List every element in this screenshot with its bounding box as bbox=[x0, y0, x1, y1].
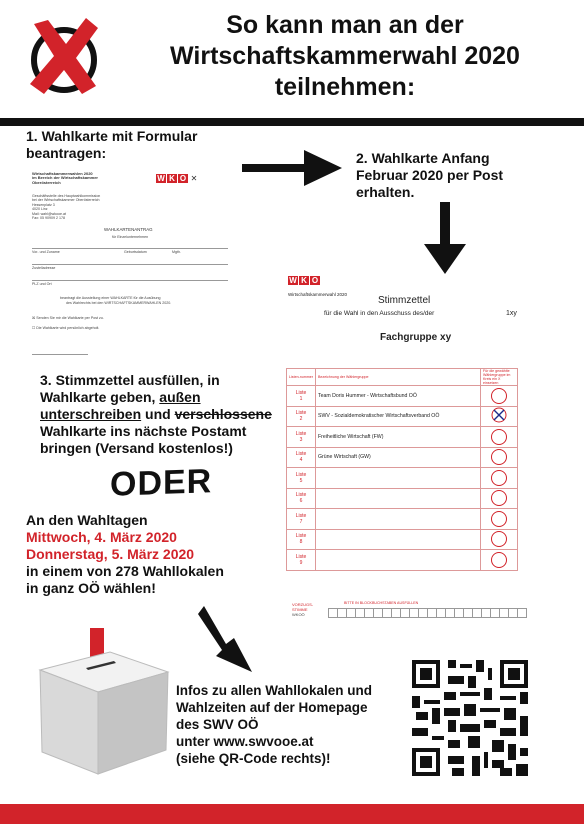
oder-heading: ODER bbox=[110, 462, 213, 504]
ballot-vote-cell[interactable] bbox=[481, 529, 518, 550]
wko-letter: K bbox=[299, 276, 309, 285]
election-days-line: in einem von 278 Wahllokalen bbox=[26, 563, 224, 579]
vorzug-box[interactable] bbox=[356, 608, 365, 618]
vorzug-text: VORZUGS-STIMME bbox=[292, 602, 314, 612]
ballot-row bbox=[287, 509, 518, 530]
ballot-list-number bbox=[287, 468, 316, 489]
ballot-title: Stimmzettel bbox=[378, 295, 431, 306]
ballot-row bbox=[287, 529, 518, 550]
ballot-group-name: Freiheitliche Wirtschaft (FW) bbox=[316, 427, 481, 448]
info-line: Infos zu allen Wahllokalen und bbox=[176, 683, 373, 698]
ballot-list-label: Liste bbox=[295, 471, 307, 478]
step-3-line: 3. Stimmzettel ausfüllen, in bbox=[40, 372, 220, 388]
step-1-text bbox=[26, 128, 226, 162]
info-text bbox=[176, 682, 406, 767]
ballot-vote-cell[interactable] bbox=[481, 386, 518, 407]
ballot-x-logo bbox=[24, 16, 104, 96]
form-field-label: PLZ und Ort bbox=[32, 282, 52, 286]
wko-letter: K bbox=[167, 174, 177, 183]
ballot-list-num: 8 bbox=[299, 539, 303, 546]
form-text: beantragt die Ausstellung einer WAHLKARTE für die Ausübung bbox=[60, 296, 161, 300]
ballot-circle-icon[interactable] bbox=[491, 470, 507, 486]
qr-code-icon[interactable] bbox=[412, 660, 528, 776]
ballot-col-header: Bezeichnung der Wählergruppe bbox=[316, 369, 481, 386]
footer-bar bbox=[0, 804, 584, 824]
form-field-label: Vor- und Zuname bbox=[32, 250, 60, 254]
step-3-text bbox=[40, 372, 300, 457]
ballot-list-num: 3 bbox=[299, 436, 303, 443]
application-form-thumbnail bbox=[32, 172, 228, 358]
ballot-table bbox=[286, 368, 518, 571]
vorzug-box[interactable] bbox=[509, 608, 518, 618]
vorzug-box[interactable] bbox=[410, 608, 419, 618]
step-3-text-part: und bbox=[141, 406, 175, 422]
election-days-line: in ganz OÖ wählen! bbox=[26, 580, 156, 596]
info-line: Wahlzeiten auf der Homepage bbox=[176, 700, 368, 715]
form-field-label: Zustelladresse bbox=[32, 266, 56, 270]
ballot-list-number bbox=[287, 550, 316, 571]
ballot-vote-cell[interactable] bbox=[481, 406, 518, 427]
arrow-diagonal-icon bbox=[196, 604, 260, 676]
ballot-circle-icon[interactable] bbox=[491, 449, 507, 465]
ballot-list-label: Liste bbox=[295, 451, 307, 458]
vorzug-box[interactable] bbox=[491, 608, 500, 618]
vorzug-box[interactable] bbox=[419, 608, 428, 618]
wko-logo bbox=[156, 174, 199, 183]
vorzug-box[interactable] bbox=[328, 608, 338, 618]
page-title bbox=[120, 10, 570, 103]
info-line: (siehe QR-Code rechts)! bbox=[176, 751, 331, 766]
ballot-list-number bbox=[287, 509, 316, 530]
title-line: So kann man an der bbox=[226, 11, 464, 39]
form-heading: Oberösterreich bbox=[32, 179, 61, 185]
arrow-right-icon bbox=[238, 146, 346, 190]
step-2-line: Februar 2020 per Post bbox=[356, 167, 504, 183]
ballot-fachgruppe: Fachgruppe xy bbox=[380, 332, 452, 343]
ballot-vote-cell[interactable] bbox=[481, 447, 518, 468]
vorzug-boxes bbox=[328, 608, 527, 618]
ballot-list-label: Liste bbox=[295, 512, 307, 519]
ballot-number: 1xy bbox=[506, 310, 517, 317]
form-heading: Wirtschaftskammerwahlen 2020 bbox=[32, 171, 93, 176]
step-2-line: 2. Wahlkarte Anfang bbox=[356, 150, 490, 166]
title-line: Wirtschaftskammerwahl 2020 bbox=[170, 42, 520, 70]
form-option: ☒ Senden Sie mir die Wahlkarte per Post zu. bbox=[32, 316, 104, 320]
ballot-circle-icon[interactable] bbox=[491, 490, 507, 506]
ballot-list-num: 7 bbox=[299, 518, 303, 525]
vorzug-box[interactable] bbox=[365, 608, 374, 618]
step-3-line: Wahlkarte ins nächste Postamt bbox=[40, 423, 247, 439]
step-3-text-part: Wahlkarte geben, bbox=[40, 389, 160, 405]
ballot-circle-icon[interactable] bbox=[491, 429, 507, 445]
ballot-caption: Wirtschaftskammerwahl 2020 bbox=[288, 292, 348, 297]
step-2-text bbox=[356, 150, 556, 201]
form-address-line: 4020 Linz bbox=[32, 207, 48, 212]
info-link[interactable]: unter www.swvooe.at bbox=[176, 734, 314, 749]
ballot-group-name: Grüne Wirtschaft (GW) bbox=[316, 447, 481, 468]
ballot-list-num: 6 bbox=[299, 498, 303, 505]
vorzug-box[interactable] bbox=[338, 608, 347, 618]
form-address-line: Mail: wahl@wkooe.at bbox=[32, 211, 67, 216]
vorzug-boxes-label: BITTE IN BLOCKBUCHSTABEN AUSFÜLLEN bbox=[344, 601, 419, 605]
ballot-col-header: Für die gewählte Wählergruppe im Kreis ein X einsetzen bbox=[481, 369, 518, 386]
step-1-line: 1. Wahlkarte mit Formular bbox=[26, 128, 198, 144]
ballot-row bbox=[287, 406, 518, 427]
ballot-group-name: Team Doris Hummer - Wirtschaftsbund OÖ bbox=[316, 386, 481, 407]
form-signature-line bbox=[32, 354, 88, 355]
form-address-line: Hessenplatz 3 bbox=[32, 202, 55, 207]
ballot-list-label: Liste bbox=[295, 533, 307, 540]
election-day-2: Donnerstag, 5. März 2020 bbox=[26, 546, 195, 562]
form-field-label: Geburtsdatum bbox=[124, 250, 147, 254]
ballot-row bbox=[287, 468, 518, 489]
ballot-marked-circle-icon[interactable] bbox=[491, 407, 507, 423]
step-3-line: bringen (Versand kostenlos!) bbox=[40, 440, 233, 456]
election-days-intro: An den Wahltagen bbox=[26, 512, 148, 528]
vorzug-label bbox=[292, 602, 322, 617]
wko-letter: O bbox=[179, 174, 187, 183]
ballot-list-label: Liste bbox=[295, 430, 307, 437]
ballot-row bbox=[287, 427, 518, 448]
title-line: teilnehmen: bbox=[274, 73, 416, 101]
vorzug-box[interactable] bbox=[500, 608, 509, 618]
step-2-line: erhalten. bbox=[356, 184, 415, 200]
vorzug-box[interactable] bbox=[392, 608, 401, 618]
ballot-row bbox=[287, 550, 518, 571]
ballot-vote-cell[interactable] bbox=[481, 468, 518, 489]
vorzug-box[interactable] bbox=[473, 608, 482, 618]
vorzug-box[interactable] bbox=[383, 608, 392, 618]
ballot-circle-icon[interactable] bbox=[491, 388, 507, 404]
form-address-line: Fax: 05 90909 2 178 bbox=[32, 216, 65, 221]
step-3-text-part: verschlossene bbox=[174, 406, 272, 422]
ballot-list-label: Liste bbox=[295, 410, 307, 417]
vorzug-box[interactable] bbox=[428, 608, 437, 618]
step-3-underlined: außen bbox=[159, 389, 201, 405]
form-line bbox=[32, 264, 228, 265]
wko-letter: O bbox=[311, 276, 319, 285]
ballot-vote-cell[interactable] bbox=[481, 550, 518, 571]
ballot-col-header: Listen-nummer bbox=[287, 369, 316, 386]
form-line bbox=[32, 248, 228, 249]
ballot-subtitle: für die Wahl in den Ausschuss des/der bbox=[324, 310, 435, 317]
wko-letter: W bbox=[289, 276, 297, 285]
ballot-list-number bbox=[287, 529, 316, 550]
form-text: des Wahlrechts bei den WIRTSCHAFTSKAMMERWAHLEN 2020. bbox=[66, 301, 172, 305]
vorzug-box[interactable] bbox=[374, 608, 383, 618]
vorzug-box[interactable] bbox=[401, 608, 410, 618]
ballot-group-name bbox=[316, 509, 481, 530]
step-1-line: beantragen: bbox=[26, 145, 107, 161]
info-line: des SWV OÖ bbox=[176, 717, 259, 732]
ballot-list-num: 9 bbox=[299, 559, 303, 566]
ballot-row bbox=[287, 488, 518, 509]
ballot-circle-icon[interactable] bbox=[491, 511, 507, 527]
wko-letter: W bbox=[157, 174, 165, 183]
ballot-box-icon bbox=[30, 624, 170, 776]
form-antrag-title: WAHLKARTENANTRAG bbox=[104, 227, 153, 232]
form-antrag-sub: für Einzelunternehmen bbox=[112, 235, 149, 239]
ballot-sample bbox=[284, 272, 520, 617]
vorzug-box[interactable] bbox=[446, 608, 455, 618]
form-option-text: Die Wahlkarte wird persönlich abgeholt. bbox=[36, 326, 100, 330]
vorzug-sub: WKOÖ bbox=[292, 612, 305, 617]
ballot-circle-icon[interactable] bbox=[491, 531, 507, 547]
ballot-list-label: Liste bbox=[295, 553, 307, 560]
form-heading: im Bereich der Wirtschaftskammer bbox=[32, 175, 98, 181]
form-option: ☐ Die Wahlkarte wird persönlich abgeholt. bbox=[32, 326, 100, 330]
vorzug-box[interactable] bbox=[482, 608, 491, 618]
ballot-row bbox=[287, 447, 518, 468]
ballot-list-num: 1 bbox=[299, 395, 303, 402]
vorzug-box[interactable] bbox=[437, 608, 446, 618]
wko-x-icon: ✕ bbox=[190, 174, 198, 183]
ballot-vote-cell[interactable] bbox=[481, 488, 518, 509]
ballot-group-name bbox=[316, 550, 481, 571]
election-day-1: Mittwoch, 4. März 2020 bbox=[26, 529, 177, 545]
election-days-text bbox=[26, 512, 276, 597]
step-3-underlined: unterschreiben bbox=[40, 406, 142, 422]
arrow-down-icon bbox=[420, 200, 470, 276]
ballot-list-number bbox=[287, 488, 316, 509]
ballot-group-name bbox=[316, 488, 481, 509]
ballot-group-name: SWV - Sozialdemokratischer Wirtschaftsverband OÖ bbox=[316, 406, 481, 427]
vorzug-box[interactable] bbox=[347, 608, 356, 618]
vorzug-box[interactable] bbox=[518, 608, 527, 618]
vorzug-box[interactable] bbox=[464, 608, 473, 618]
ballot-list-label: Liste bbox=[295, 492, 307, 499]
ballot-vote-cell[interactable] bbox=[481, 427, 518, 448]
ballot-row bbox=[287, 386, 518, 407]
ballot-group-name bbox=[316, 529, 481, 550]
ballot-circle-icon[interactable] bbox=[491, 552, 507, 568]
ballot-list-num: 2 bbox=[299, 416, 303, 423]
ballot-group-name bbox=[316, 468, 481, 489]
ballot-list-label: Liste bbox=[295, 389, 307, 396]
form-address-line: bei der Wirtschaftskammer Oberösterreich bbox=[32, 198, 100, 203]
separator-bar bbox=[0, 118, 584, 126]
form-line bbox=[32, 280, 228, 281]
form-address-line: Geschäftsstelle des Hauptwahlkommission bbox=[32, 194, 101, 198]
form-option-text: Senden Sie mir die Wahlkarte per Post zu. bbox=[36, 316, 104, 320]
ballot-list-num: 5 bbox=[299, 477, 303, 484]
ballot-vote-cell[interactable] bbox=[481, 509, 518, 530]
form-field-label: Mgth. bbox=[172, 250, 181, 254]
ballot-list-num: 4 bbox=[299, 457, 303, 464]
wko-logo bbox=[288, 276, 320, 285]
vorzug-box[interactable] bbox=[455, 608, 464, 618]
